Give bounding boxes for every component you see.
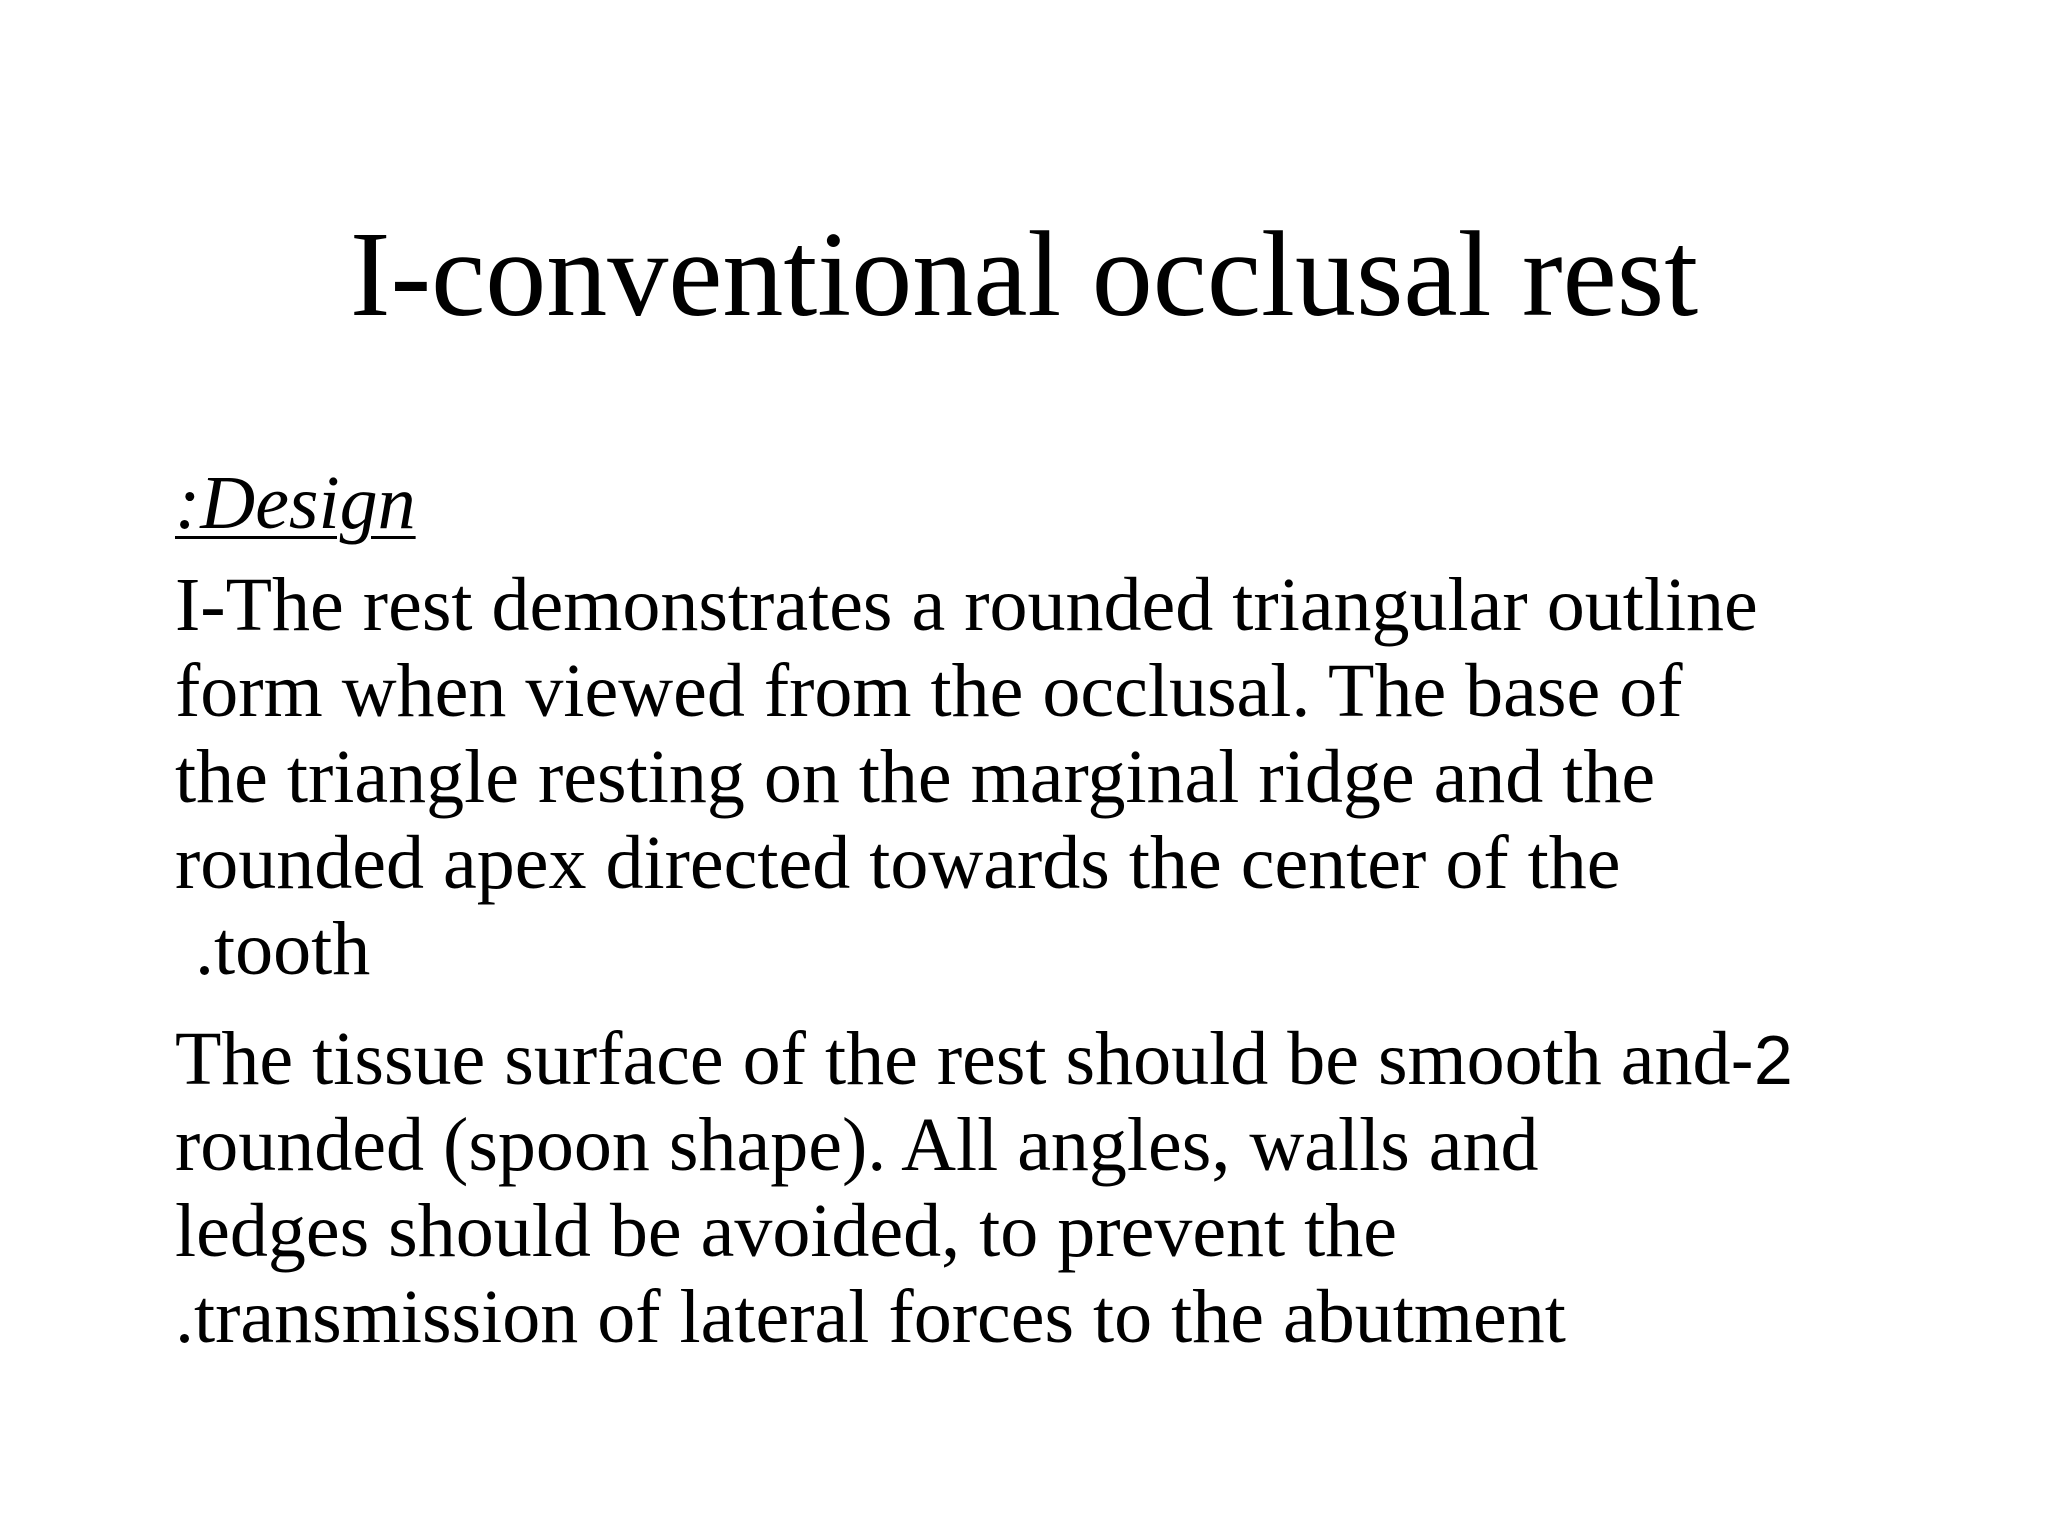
slide-title: I-conventional occlusal rest — [349, 207, 1699, 342]
point-1-line-3: the triangle resting on the marginal ridge and the — [175, 735, 1656, 819]
point-2-line-2: rounded (spoon shape). All angles, walls and — [175, 1103, 1539, 1187]
design-heading: :Design — [175, 461, 416, 545]
point-2-line-3: ledges should be avoided, to prevent the — [175, 1189, 1398, 1273]
point-2-line-1 — [175, 1016, 1793, 1103]
point-1-line-1: I-The rest demonstrates a rounded triangular outline — [175, 563, 1758, 647]
point-2-text: The tissue surface of the rest should be smooth and — [175, 1017, 1731, 1101]
point-2-number: -2 — [1730, 1021, 1793, 1099]
point-1-line-4: rounded apex directed towards the center of the — [175, 821, 1621, 905]
point-1-line-5: .tooth — [195, 907, 371, 991]
point-1-line-2: form when viewed from the occlusal. The base of — [175, 649, 1683, 733]
point-2-line-4: .transmission of lateral forces to the abutment — [175, 1275, 1566, 1359]
